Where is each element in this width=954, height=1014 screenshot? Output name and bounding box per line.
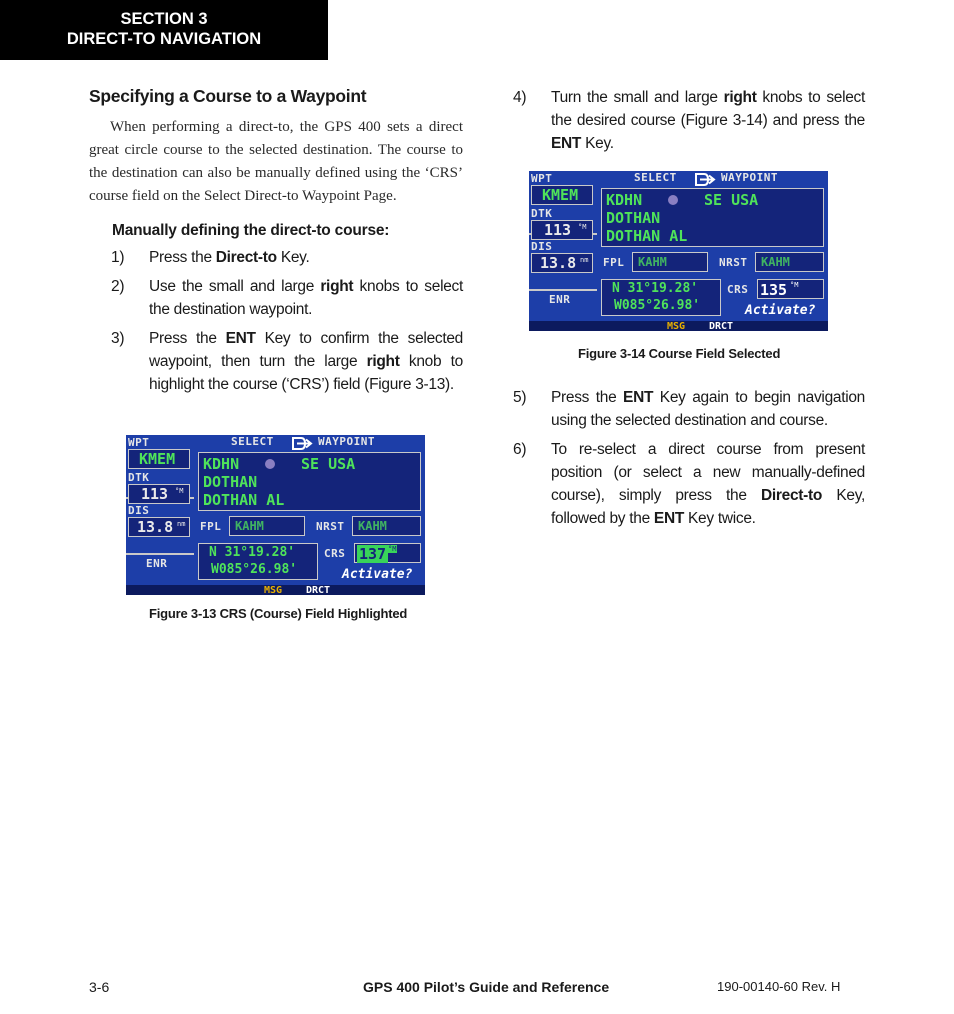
- subsection-heading: Specifying a Course to a Waypoint: [89, 86, 367, 106]
- step-item: [89, 327, 463, 396]
- title-select: SELECT: [231, 435, 274, 448]
- intro-paragraph: When performing a direct-to, the GPS 400 sets a direct great circle course to the selected destination. The course to the destination can also be manually defined using the ‘CRS’ course field on the Select Direct-to Waypoint Page.: [89, 119, 463, 204]
- right-column: [513, 86, 865, 161]
- latitude: N 31°19.28': [209, 545, 296, 560]
- dis-unit: nm: [177, 520, 186, 528]
- dtk-label: DTK: [531, 207, 553, 220]
- step-text: Key.: [581, 135, 614, 152]
- wpt-label: WPT: [531, 172, 553, 185]
- direct-to-icon: [291, 435, 313, 448]
- left-column: [89, 86, 463, 402]
- figure-caption-3-13: Figure 3-13 CRS (Course) Field Highlighted: [149, 606, 408, 621]
- dis-value: 13.8: [540, 254, 577, 272]
- waypoint-name: DOTHAN AL: [203, 491, 285, 509]
- latitude: N 31°19.28': [612, 281, 699, 296]
- nrst-value: KAHM: [358, 519, 387, 533]
- title-waypoint: WAYPOINT: [318, 435, 375, 448]
- activate-prompt[interactable]: Activate?: [342, 567, 413, 582]
- knob-name: right: [366, 353, 400, 370]
- nrst-label: NRST: [316, 520, 345, 533]
- dis-field: [531, 253, 593, 273]
- step-item: [513, 86, 865, 155]
- dtk-unit: °M: [175, 487, 184, 495]
- key-name: ENT: [623, 389, 654, 406]
- fpl-label: FPL: [200, 520, 222, 533]
- position-box: [198, 543, 318, 580]
- key-name: ENT: [653, 510, 685, 527]
- key-name: ENT: [551, 135, 582, 152]
- footer-title: GPS 400 Pilot’s Guide and Reference: [363, 979, 610, 995]
- wpt-label: WPT: [128, 436, 150, 449]
- key-name: Direct-to: [215, 249, 277, 266]
- fpl-field: [229, 516, 305, 536]
- step-text: Key again to begin navigation using the selected destination and course.: [551, 389, 865, 429]
- gps-screen-figure-3-13: [126, 435, 425, 595]
- crs-value: 135: [760, 281, 788, 299]
- section-title: DIRECT-TO NAVIGATION: [66, 30, 262, 48]
- step-text: Press the: [149, 249, 216, 266]
- step-text: Key, followed by the: [551, 487, 866, 527]
- nrst-field: [352, 516, 421, 536]
- section-header-tab: [0, 0, 328, 60]
- drct-annunciator: DRCT: [306, 585, 331, 595]
- waypoint-name: DOTHAN AL: [606, 227, 688, 245]
- step-number: 5): [513, 389, 527, 406]
- waypoint-ident: KDHN: [203, 455, 240, 473]
- step-text: Key to confirm the selected waypoint, then turn the large: [149, 330, 463, 370]
- dtk-label: DTK: [128, 471, 150, 484]
- waypoint-region: SE USA: [301, 455, 356, 473]
- direct-to-icon: [694, 171, 716, 184]
- waypoint-ident: KDHN: [606, 191, 643, 209]
- dtk-field: [128, 484, 190, 504]
- longitude: W085°26.98': [211, 562, 298, 577]
- wpt-field: [531, 185, 593, 205]
- steps-list-right-b: [513, 386, 865, 530]
- key-name: Direct-to: [761, 487, 823, 504]
- procedure-title: Manually defining the direct-to course:: [112, 222, 390, 239]
- step-number: 4): [513, 89, 527, 106]
- dtk-value: 113: [544, 221, 572, 239]
- step-text: Press the: [551, 389, 624, 406]
- nrst-field: [755, 252, 824, 272]
- nrst-value: KAHM: [761, 255, 790, 269]
- nrst-label: NRST: [719, 256, 748, 269]
- crs-field[interactable]: [354, 543, 421, 563]
- dis-label: DIS: [128, 504, 150, 517]
- waypoint-info-box: [198, 452, 421, 511]
- crs-label: CRS: [727, 283, 749, 296]
- longitude: W085°26.98': [614, 298, 701, 313]
- fpl-value: KAHM: [638, 255, 667, 269]
- section-number: SECTION 3: [120, 10, 208, 28]
- airport-icon: [668, 195, 678, 205]
- knob-name: right: [723, 89, 757, 106]
- steps-list-left: [89, 246, 463, 396]
- wpt-value: KMEM: [542, 186, 579, 204]
- position-box: [601, 279, 721, 316]
- right-column-lower: [513, 386, 865, 536]
- step-item: [89, 246, 463, 269]
- knob-name: right: [320, 278, 354, 295]
- waypoint-region: SE USA: [704, 191, 759, 209]
- step-text: To re-select a direct course from present position (or select a new manually-defined course), simply press the: [551, 441, 865, 504]
- msg-annunciator: MSG: [667, 321, 686, 331]
- crs-value: 137: [359, 545, 387, 563]
- crs-unit: °M: [388, 545, 397, 553]
- dis-label: DIS: [531, 240, 553, 253]
- step-number: 3): [111, 330, 125, 347]
- dtk-field: [531, 220, 593, 240]
- step-text: Use the small and large: [149, 278, 321, 295]
- crs-label: CRS: [324, 547, 346, 560]
- airport-icon: [265, 459, 275, 469]
- fpl-field: [632, 252, 708, 272]
- crs-field[interactable]: [757, 279, 824, 299]
- title-select: SELECT: [634, 171, 677, 184]
- waypoint-city: DOTHAN: [203, 473, 258, 491]
- gps-screen-figure-3-14: [529, 171, 828, 331]
- enr-label: ENR: [549, 293, 571, 306]
- dis-value: 13.8: [137, 518, 174, 536]
- dis-field: [128, 517, 190, 537]
- figure-caption-3-14: Figure 3-14 Course Field Selected: [578, 346, 781, 361]
- crs-unit: °M: [790, 281, 799, 289]
- step-number: 2): [111, 278, 125, 295]
- wpt-value: KMEM: [139, 450, 176, 468]
- step-item: [513, 386, 865, 432]
- step-number: 6): [513, 441, 527, 458]
- step-text: knobs to select the desired course (Figure 3-14) and press the: [551, 89, 866, 129]
- step-item: [513, 438, 865, 530]
- document-number: 190-00140-60 Rev. H: [717, 979, 841, 994]
- drct-annunciator: DRCT: [709, 321, 734, 331]
- dtk-unit: °M: [578, 223, 587, 231]
- title-waypoint: WAYPOINT: [721, 171, 778, 184]
- waypoint-city: DOTHAN: [606, 209, 661, 227]
- step-item: [89, 275, 463, 321]
- step-text: Key twice.: [684, 510, 756, 527]
- activate-prompt[interactable]: Activate?: [745, 303, 816, 318]
- steps-list-right-a: [513, 86, 865, 155]
- step-text: Press the: [149, 330, 226, 347]
- dtk-value: 113: [141, 485, 169, 503]
- step-text: knobs to select the destination waypoint.: [149, 278, 463, 318]
- waypoint-info-box: [601, 188, 824, 247]
- page-number: 3-6: [89, 979, 110, 995]
- step-text: Key.: [276, 249, 310, 266]
- enr-label: ENR: [146, 557, 168, 570]
- step-text: knob to highlight the course (‘CRS’) field (Figure 3-13).: [149, 353, 463, 393]
- wpt-field: [128, 449, 190, 469]
- step-text: Turn the small and large: [551, 89, 724, 106]
- step-number: 1): [111, 249, 125, 266]
- dis-unit: nm: [580, 256, 589, 264]
- msg-annunciator: MSG: [264, 585, 283, 595]
- fpl-value: KAHM: [235, 519, 264, 533]
- fpl-label: FPL: [603, 256, 625, 269]
- key-name: ENT: [225, 330, 256, 347]
